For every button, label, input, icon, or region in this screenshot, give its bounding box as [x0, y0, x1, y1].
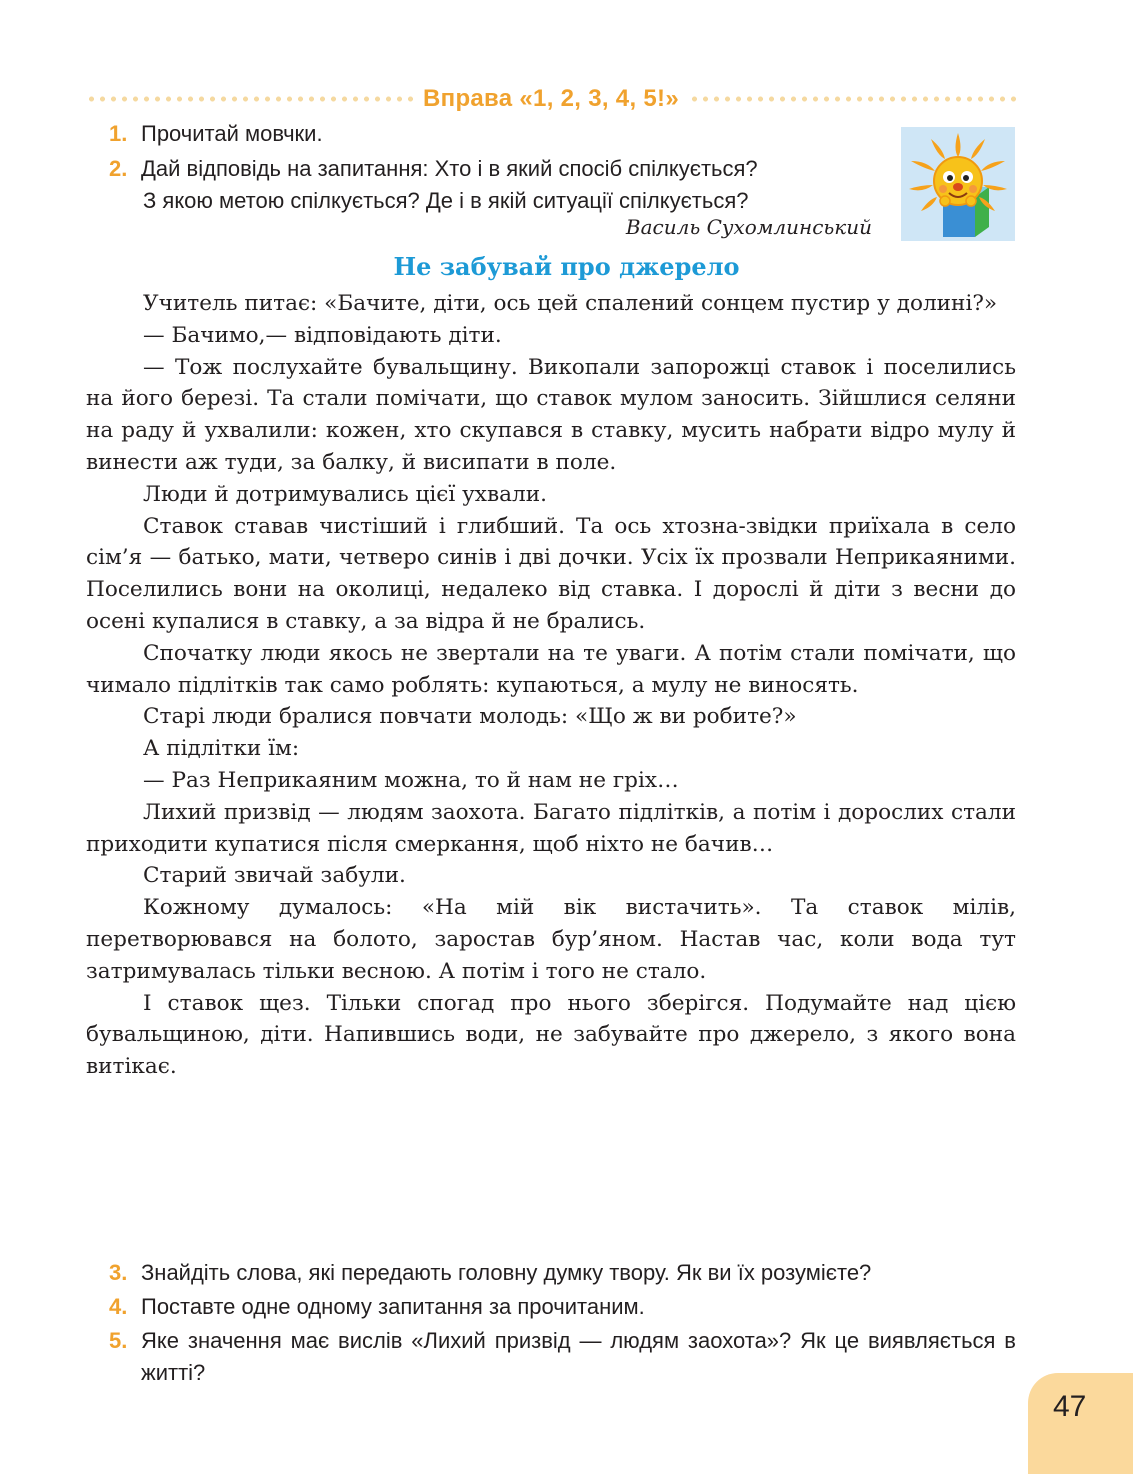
- task-3: [109, 1257, 1016, 1289]
- task-text: Поставте одне одному запитання за прочитаним.: [141, 1294, 645, 1319]
- exercise-title: Вправа «1, 2, 3, 4, 5!»: [423, 85, 679, 112]
- story-paragraph: — Бачимо,— відповідають діти.: [143, 322, 502, 348]
- task-number: 2.: [109, 156, 128, 181]
- story-paragraph: Люди й дотримувались цієї ухвали.: [143, 481, 547, 507]
- story-paragraph: — Раз Неприкаяним можна, то й нам не гріх…: [143, 767, 679, 793]
- task-number: 5.: [109, 1328, 128, 1353]
- exercise-header: [86, 82, 1016, 116]
- task-1: [109, 118, 323, 150]
- story-paragraph: Ставок ставав чистіший і глибший. Та ось хтозна-звідки приїхала в село сім’я — батько, мати, четверо синів і дві дочки. Усіх їх прозвали Неприкаяними. Поселились вони на околиці, недалеко від ставка. І дорослі й діти з весни до осені купалися в ставку, а за відра й не брались.: [86, 513, 1016, 634]
- task-number: 4.: [109, 1294, 128, 1319]
- task-2: [109, 153, 758, 217]
- task-number: 1.: [109, 121, 128, 146]
- task-text-line-2: З якою метою спілкується? Де і в якій ситуації спілкується?: [143, 188, 749, 213]
- sun-icon: [901, 127, 1015, 241]
- page-number: 47: [1053, 1390, 1087, 1423]
- task-5: [109, 1325, 1016, 1389]
- story-paragraph: А підлітки їм:: [143, 736, 300, 762]
- story-body: [86, 288, 1016, 1083]
- story-paragraph: Учитель питає: «Бачите, діти, ось цей спалений сонцем пустир у долині?»: [143, 291, 998, 316]
- task-text: Знайдіть слова, які передають головну думку твору. Як ви їх розумієте?: [141, 1260, 872, 1285]
- dotted-divider-left: [86, 96, 413, 102]
- story-paragraph: Старий звичай забули.: [143, 863, 406, 889]
- story-paragraph: — Тож послухайте бувальщину. Викопали запорожці ставок і поселились на його березі. Та стали помічати, що ставок мулом заносить. Зійшлися селяни на раду й ухвалили: кожен, хто скупався в ставку, мусить набрати відро мулу й винести аж туди, за балку, й висипати в поле.: [86, 354, 1016, 475]
- sun-character-illustration: [901, 127, 1015, 241]
- story-title: Не забувай про джерело: [393, 252, 740, 281]
- task-number: 3.: [109, 1260, 128, 1285]
- story-paragraph: Кожному думалось: «На мій вік вистачить». Та ставок мілів, перетворювався на болото, заростав бур’яном. Настав час, коли вода тут затримувалась тільки весною. А потім і того не стало.: [86, 895, 1016, 984]
- story-paragraph: Лихий призвід — людям заохота. Багато підлітків, а потім і дорослих стали приходити купатися після смеркання, щоб ніхто не бачив…: [86, 799, 1016, 857]
- story-paragraph: Спочатку люди якось не звертали на те уваги. А потім стали помічати, що чимало підлітків так само роблять: купаються, а мулу не виносять.: [86, 640, 1016, 698]
- task-4: [109, 1291, 1016, 1323]
- dotted-divider-right: [689, 96, 1016, 102]
- story-paragraph: Старі люди бралися повчати молодь: «Що ж ви робите?»: [143, 704, 797, 730]
- story-paragraph: І ставок щез. Тільки спогад про нього зберігся. Подумайте над цією бувальщиною, діти. Напившись води, не забувайте про джерело, з якого вона витікає.: [86, 990, 1016, 1080]
- task-text: Прочитай мовчки.: [141, 121, 323, 146]
- task-text-line-1: Дай відповідь на запитання: Хто і в який спосіб спілкується?: [141, 156, 758, 181]
- task-text: Яке значення має вислів «Лихий призвід — людям заохота»? Як це виявляється в житті?: [141, 1328, 1016, 1385]
- author-name: Василь Сухомлинський: [625, 215, 872, 239]
- tasks-bottom: [109, 1257, 1016, 1391]
